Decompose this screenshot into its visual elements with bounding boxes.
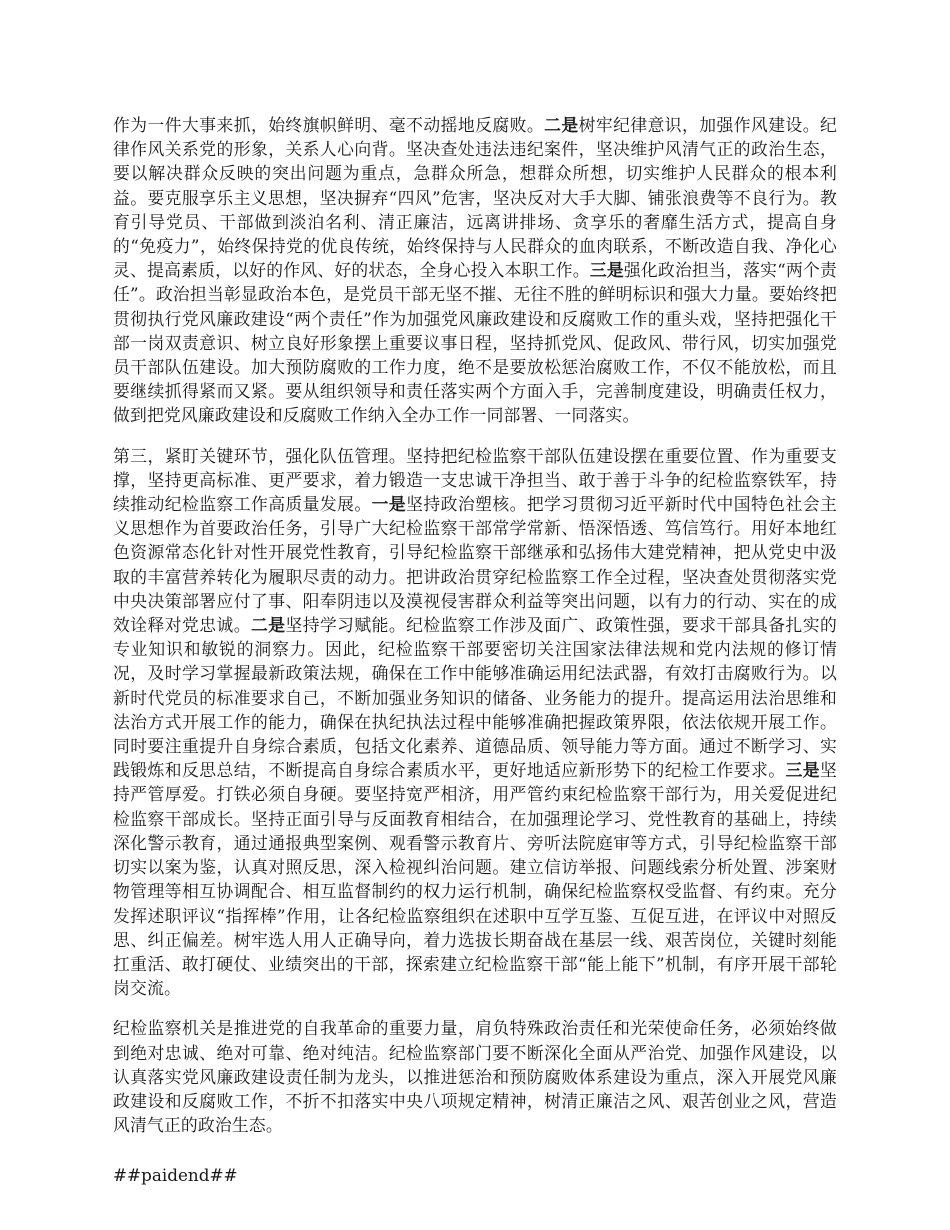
emphasis-marker: 一是 [371, 494, 407, 515]
text-segment: 强化政治担当，落实“两个责任”。政治担当彰显政治本色，是党员干部无坚不摧、无往不胜的鲜明标识和强大力量。要始终把贯彻执行党风廉政建设“两个责任”作为加强党风廉政建设和反腐败工作的重头戏，坚持把强化干部一岗双责意识、树立良好形象摆上重要议事日程，坚持抓党风、促政风、带行风，切实加强党员干部队伍建设。加大预防腐败的工作力度，绝不是要放松惩治腐败工作，不仅不能放松，而且要继续抓得紧而又紧。要从组织领导和责任落实两个方面入手，完善制度建设，明确责任权力，做到把党风廉政建设和反腐败工作纳入全办工作一同部署、一同落实。 [113, 260, 837, 426]
paragraph-1 [113, 113, 837, 428]
document-page [113, 113, 837, 1188]
text-segment: 作为一件大事来抓，始终旗帜鲜明、毫不动摇地反腐败。 [113, 115, 545, 135]
emphasis-marker: 二是 [250, 615, 286, 636]
paragraph-2 [113, 444, 837, 1001]
emphasis-marker: 三是 [785, 760, 821, 781]
text-segment: 第三，紧盯关键环节，强化队伍管理。坚持把纪检监察干部队伍建设摆在重要位置、作为重要支撑，坚持更高标准、更严要求，着力锻造一支忠诚干净担当、敢于善于斗争的纪检监察铁军，持续推动纪检监察工作高质量发展。 [113, 445, 837, 515]
end-marker: ##paidend## [113, 1165, 238, 1186]
text-segment: 树牢纪律意识，加强作风建设。纪律作风关系党的形象，关系人心向背。坚决查处违法违纪案件，坚决维护风清气正的政治生态，要以解决群众反映的突出问题为重点，急群众所急，想群众所想，切实维护人民群众的根本利益。要克服享乐主义思想，坚决摒弃“四风”危害，坚决反对大手大脚、铺张浪费等不良行为。教育引导党员、干部做到淡泊名利、清正廉洁，远离讲排场、贪享乐的奢靡生活方式，提高自身的“免疫力”，始终保持党的优良传统，始终保持与人民群众的血肉联系，不断改造自我、净化心灵、提高素质，以好的作风、好的状态，全身心投入本职工作。 [113, 115, 837, 281]
paragraph-3 [113, 1016, 837, 1137]
text-segment: 纪检监察机关是推进党的自我革命的重要力量，肩负特殊政治责任和光荣使命任务，必须始终做到绝对忠诚、绝对可靠、绝对纯洁。纪检监察部门要不断深化全面从严治党、加强作风建设，以认真落实党风廉政建设责任制为龙头，以推进惩治和预防腐败体系建设为重点，深入开展党风廉政建设和反腐败工作，不折不扣落实中央八项规定精神，树清正廉洁之风、艰苦创业之风，营造风清气正的政治生态。 [113, 1018, 837, 1136]
emphasis-marker: 二是 [544, 115, 579, 135]
text-segment: 坚持政治塑核。把学习贯彻习近平新时代中国特色社会主义思想作为首要政治任务，引导广大纪检监察干部常学常新、悟深悟透、笃信笃行。用好本地红色资源常态化针对性开展党性教育，引导纪检监察干部继承和弘扬伟大建党精神，把从党史中汲取的丰富营养转化为履职尽责的动力。把讲政治贯穿纪检监察工作全过程，坚决查处贯彻落实党中央决策部署应付了事、阳奉阴违以及漠视侵害群众利益等突出问题，以有力的行动、实在的成效诠释对党忠诚。 [113, 494, 837, 636]
emphasis-marker: 三是 [589, 260, 624, 281]
text-segment: 坚持学习赋能。纪检监察工作涉及面广、政策性强，要求干部具备扎实的专业知识和敏锐的洞察力。因此，纪检监察干部要密切关注国家法律法规和党内法规的修订情况，及时学习掌握最新政策法规，确保在工作中能够准确运用纪法武器，有效打击腐败行为。以新时代党员的标准要求自己，不断加强业务知识的储备、业务能力的提升。提高运用法治思维和法治方式开展工作的能力，确保在执纪执法过程中能够准确把握政策界限，依法依规开展工作。同时要注重提升自身综合素质，包括文化素养、道德品质、领导能力等方面。通过不断学习、实践锻炼和反思总结，不断提高自身综合素质水平，更好地适应新形势下的纪检工作要求。 [113, 615, 837, 781]
text-segment: 坚持严管厚爱。打铁必须自身硬。要坚持宽严相济，用严管约束纪检监察干部行为，用关爱促进纪检监察干部成长。坚持正面引导与反面教育相结合，在加强理论学习、党性教育的基础上，持续深化警示教育，通过通报典型案例、观看警示教育片、旁听法院庭审等方式，引导纪检监察干部切实以案为鉴，认真对照反思，深入检视纠治问题。建立信访举报、问题线索分析处置、涉案财物管理等相互协调配合、相互监督制约的权力运行机制，确保纪检监察权受监督、有约束。充分发挥述职评议“指挥棒”作用，让各纪检监察组织在述职中互学互鉴、互促互进，在评议中对照反思、纠正偏差。树牢选人用人正确导向，着力选拔长期奋战在基层一线、艰苦岗位，关键时刻能扛重活、敢打硬仗、业绩突出的干部，探索建立纪检监察干部“能上能下”机制，有序开展干部轮岗交流。 [113, 760, 837, 999]
